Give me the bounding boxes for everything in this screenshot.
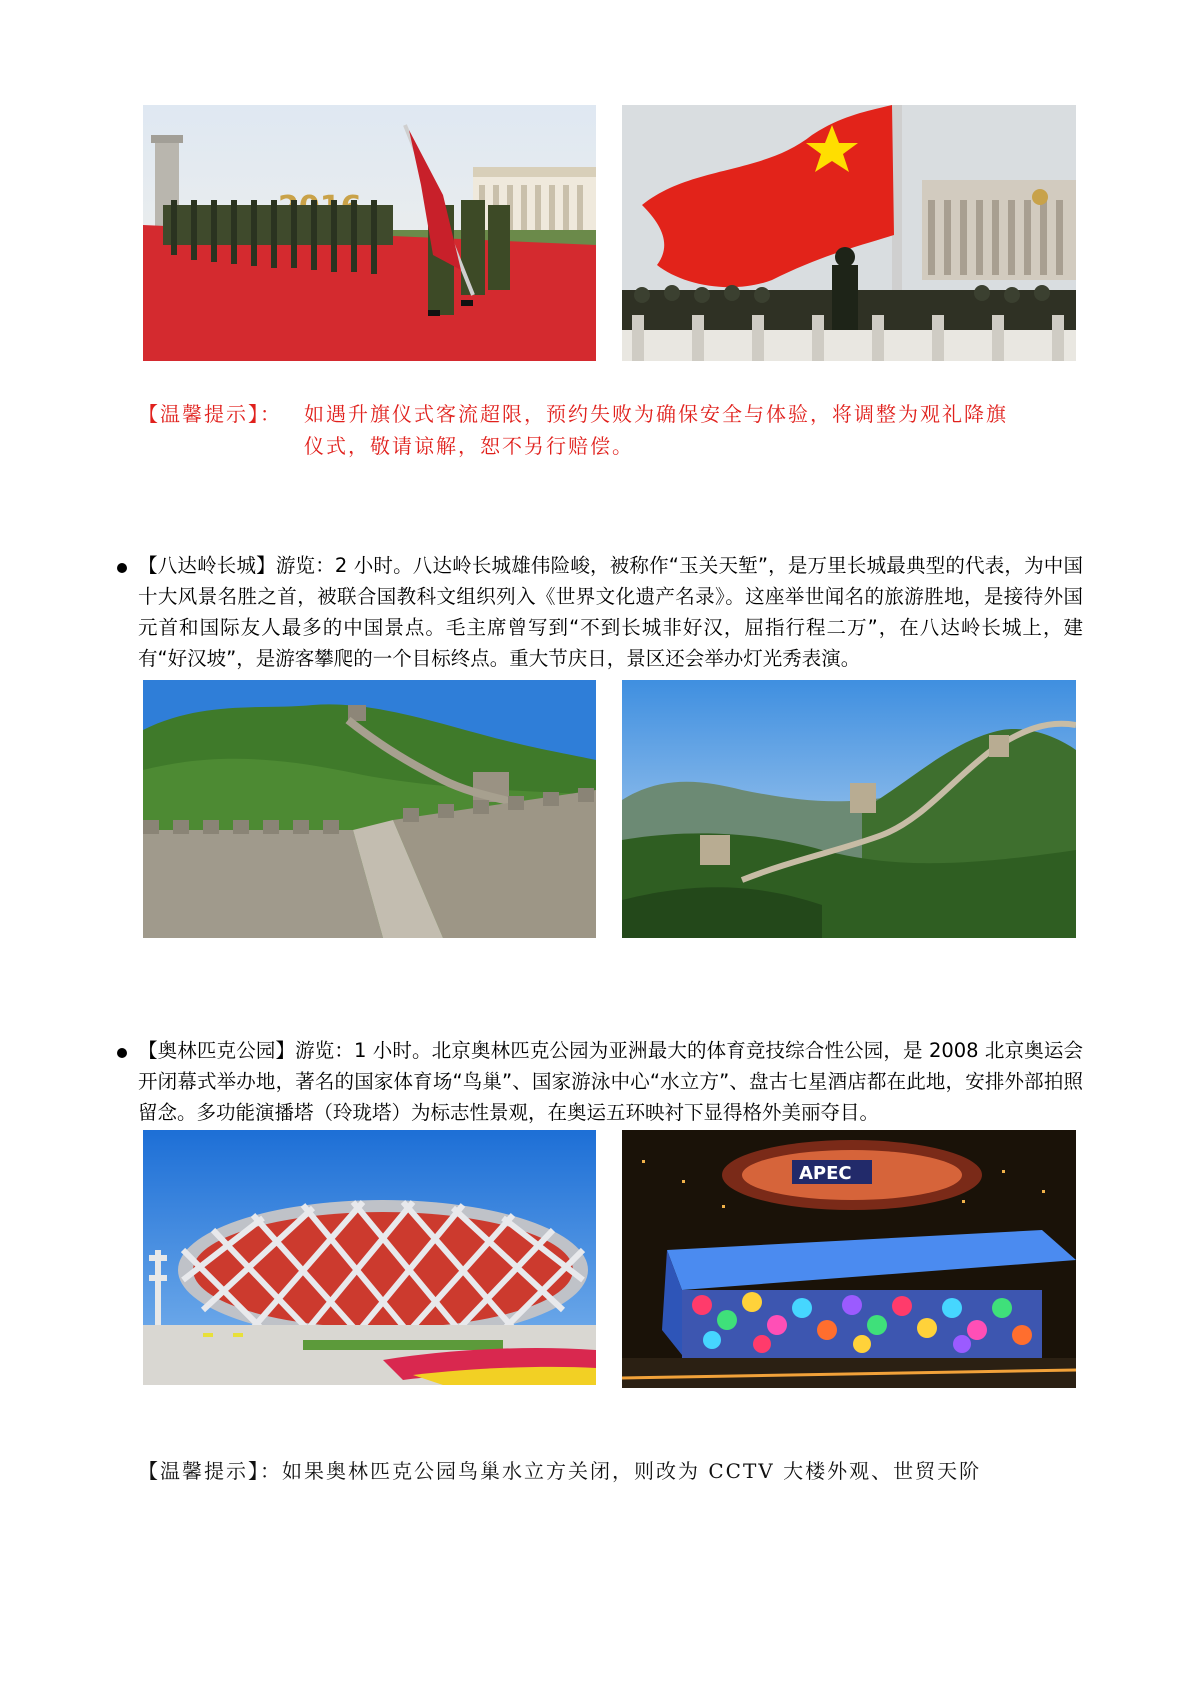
badaling-paragraph [138,550,1083,674]
great-wall-walkway-photo [143,680,596,938]
olympic-body: 游览：1 小时。北京奥林匹克公园为亚洲最大的体育竞技综合性公园，是 2008 北京奥运会开闭幕式举办地，著名的国家体育场“鸟巢”、国家游泳中心“水立方”、盘古七星酒店都在此地，安排外部拍照留念。多功能演播塔（玲珑塔）为标志性景观，在奥运五环映衬下显得格外美丽夺目。 [138,1039,1083,1124]
olympic-paragraph [138,1035,1083,1128]
tip-text-line2: 仪式，敬请谅解，恕不另行赔偿。 [304,434,634,458]
bullet-dot [117,1048,127,1058]
apec-sign: APEC [799,1163,852,1184]
great-wall-hills-photo [622,680,1076,938]
tip-label: 【温馨提示】： [138,402,282,426]
birds-nest-photo [143,1130,596,1385]
flag-parade-photo [143,105,596,361]
bullet-dot [117,563,127,573]
tip-label: 【温馨提示】： [138,1459,282,1483]
flag-raising-photo [622,105,1076,361]
tip-text: 如果奥林匹克公园鸟巢水立方关闭，则改为 CCTV 大楼外观、世贸天阶 [282,1459,982,1483]
tip-olympic [138,1455,1088,1487]
water-cube-photo [622,1130,1076,1388]
olympic-title: 【奥林匹克公园】 [138,1039,296,1062]
badaling-body: 游览：2 小时。八达岭长城雄伟险峻，被称作“玉关天堑”，是万里长城最典型的代表，为中国十大风景名胜之首，被联合国教科文组织列入《世界文化遗产名录》。这座举世闻名的旅游胜地，是接待外国元首和国际友人最多的中国景点。毛主席曾写到“不到长城非好汉，屈指行程二万”，在八达岭长城上，建有“好汉坡”，是游客攀爬的一个目标终点。重大节庆日，景区还会举办灯光秀表演。 [138,554,1083,670]
badaling-title: 【八达岭长城】 [138,554,276,577]
tip-text-line1: 如遇升旗仪式客流超限，预约失败为确保安全与体验，将调整为观礼降旗 [304,402,1008,426]
